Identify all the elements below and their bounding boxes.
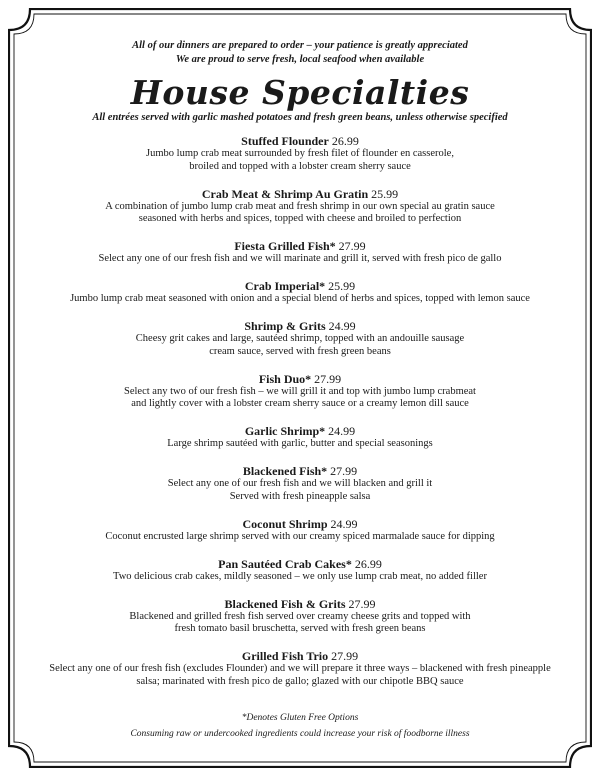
menu-item bbox=[40, 464, 560, 503]
item-description: Cheesy grit cakes and large, sautéed shrimp, topped with an andouille sausage bbox=[135, 333, 465, 344]
menu-item bbox=[40, 597, 560, 636]
item-description: Select any one of our fresh fish and we will marinate and grill it, served with fresh pico de gallo bbox=[98, 253, 502, 264]
gluten-free-footnote: *Denotes Gluten Free Options bbox=[241, 713, 359, 723]
item-description: Jumbo lump crab meat surrounded by fresh filet of flounder en casserole, bbox=[146, 148, 454, 159]
item-price: 25.99 bbox=[371, 186, 399, 201]
item-price: 24.99 bbox=[330, 516, 358, 531]
item-name: Pan Sautéed Crab Cakes* bbox=[218, 556, 352, 571]
item-description: Served with fresh pineapple salsa bbox=[229, 490, 371, 502]
page-subtitle: All entrées served with garlic mashed potatoes and fresh green beans, unless otherwise specified bbox=[92, 112, 508, 123]
item-description: Two delicious crab cakes, mildly seasoned – we only use lump crab meat, no added filler bbox=[113, 570, 487, 582]
item-name: Garlic Shrimp* bbox=[244, 424, 326, 438]
item-description: salsa; marinated with fresh pico de gallo; glazed with our chipotle BBQ sauce bbox=[136, 675, 464, 687]
item-description: Select any one of our fresh fish and we will blacken and grill it bbox=[167, 478, 433, 489]
item-description: Jumbo lump crab meat seasoned with onion and a special blend of herbs and spices, topped with lemon sauce bbox=[70, 293, 530, 304]
menu-item bbox=[40, 557, 560, 584]
item-name: Fish Duo* bbox=[258, 371, 312, 386]
item-description: cream sauce, served with fresh green beans bbox=[209, 345, 391, 357]
item-price: 27.99 bbox=[330, 464, 358, 478]
item-description: Select any one of our fresh fish (excludes Flounder) and we will prepare it three ways – blackened with fresh pineapple bbox=[49, 663, 551, 674]
item-name: Fiesta Grilled Fish* bbox=[234, 239, 336, 253]
item-name: Blackened Fish & Grits bbox=[224, 596, 346, 611]
item-description: Blackened and grilled fresh fish served over creamy cheese grits and topped with bbox=[129, 610, 471, 622]
item-name: Grilled Fish Trio bbox=[241, 649, 329, 663]
item-name: Stuffed Flounder bbox=[241, 134, 329, 148]
intro-line-2: We are proud to serve fresh, local seafood when available bbox=[175, 54, 425, 65]
item-price: 27.99 bbox=[331, 649, 359, 663]
menu-item bbox=[40, 649, 560, 688]
item-price: 27.99 bbox=[348, 596, 376, 611]
menu-item bbox=[40, 517, 560, 544]
item-description: fresh tomato basil bruschetta, served with fresh green beans bbox=[174, 623, 426, 634]
menu-content bbox=[40, 39, 560, 702]
item-price: 25.99 bbox=[328, 279, 356, 293]
item-price: 26.99 bbox=[354, 556, 382, 571]
menu-item bbox=[40, 279, 560, 306]
item-price: 26.99 bbox=[331, 134, 359, 148]
item-name: Crab Imperial* bbox=[244, 279, 326, 293]
item-price: 24.99 bbox=[328, 319, 356, 333]
item-description: broiled and topped with a lobster cream sherry sauce bbox=[189, 160, 411, 172]
item-description: seasoned with herbs and spices, topped with cheese and broiled to perfection bbox=[138, 213, 462, 224]
intro-line-1: All of our dinners are prepared to order – your patience is greatly appreciated bbox=[132, 40, 468, 51]
consumer-warning: Consuming raw or undercooked ingredients could increase your risk of foodborne illness bbox=[130, 729, 470, 739]
item-price: 24.99 bbox=[328, 424, 356, 438]
menu-item bbox=[40, 424, 560, 451]
item-description: Large shrimp sautéed with garlic, butter and special seasonings bbox=[167, 438, 433, 449]
item-price: 27.99 bbox=[338, 239, 366, 253]
item-price: 27.99 bbox=[314, 371, 342, 386]
item-description: Coconut encrusted large shrimp served with our creamy spiced marmalade sauce for dipping bbox=[105, 530, 495, 542]
menu-item bbox=[40, 134, 560, 173]
item-description: A combination of jumbo lump crab meat and fresh shrimp in our own special au gratin sauce bbox=[105, 200, 495, 212]
menu-footer bbox=[40, 712, 560, 740]
item-name: Blackened Fish* bbox=[242, 464, 328, 478]
item-name: Coconut Shrimp bbox=[242, 516, 328, 531]
menu-item bbox=[40, 187, 560, 226]
item-name: Crab Meat & Shrimp Au Gratin bbox=[201, 186, 369, 201]
menu-item bbox=[40, 319, 560, 358]
item-name: Shrimp & Grits bbox=[244, 319, 326, 333]
item-description: and lightly cover with a lobster cream sherry sauce or a creamy lemon dill sauce bbox=[131, 398, 469, 409]
page-title: House Specialties bbox=[130, 73, 470, 112]
menu-item bbox=[40, 372, 560, 411]
menu-item bbox=[40, 239, 560, 266]
item-description: Select any two of our fresh fish – we will grill it and top with jumbo lump crabmeat bbox=[124, 385, 476, 397]
